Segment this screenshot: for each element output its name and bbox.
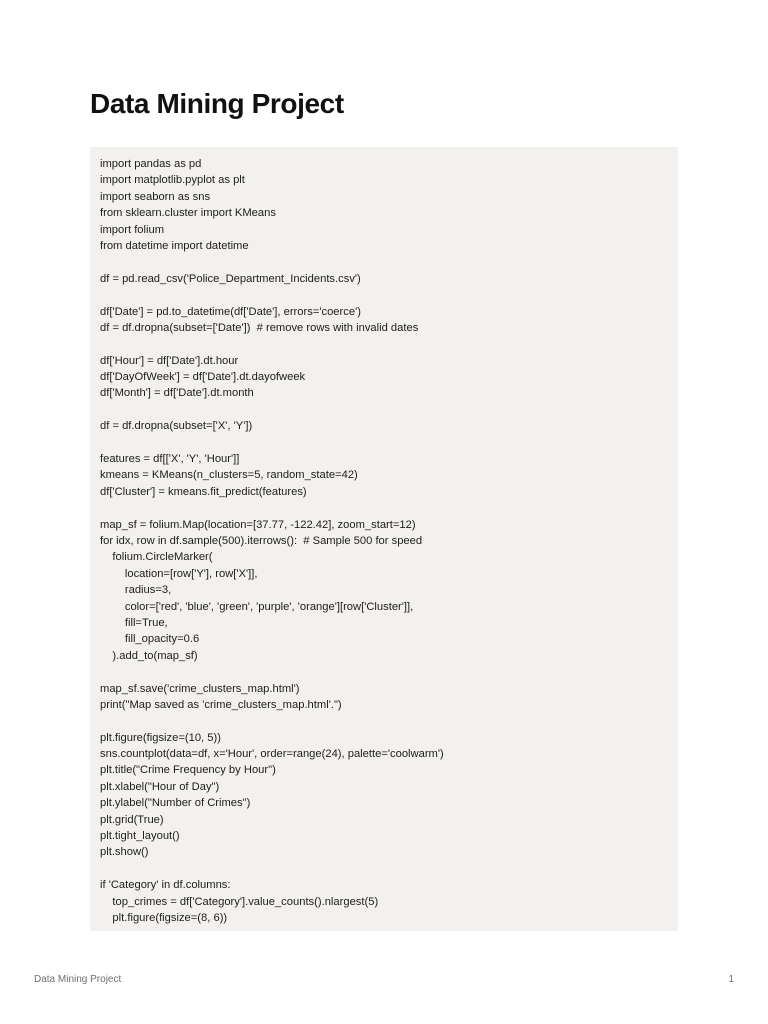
code-line: folium.CircleMarker( <box>100 551 213 564</box>
code-line: import matplotlib.pyplot as plt <box>100 174 245 187</box>
code-line <box>100 664 668 680</box>
code-line: plt.title("Crime Frequency by Hour") <box>100 764 276 777</box>
code-line: from datetime import datetime <box>100 239 249 252</box>
code-line: df = df.dropna(subset=['Date']) # remove rows with invalid dates <box>100 321 419 334</box>
code-line <box>100 287 668 303</box>
code-line: import seaborn as sns <box>100 190 211 203</box>
code-line <box>100 254 668 270</box>
code-line: df['Date'] = pd.to_datetime(df['Date'], errors='coerce') <box>100 305 361 318</box>
code-line: df['Month'] = df['Date'].dt.month <box>100 387 254 400</box>
code-line: df['Cluster'] = kmeans.fit_predict(features) <box>100 485 307 498</box>
code-line: import folium <box>100 223 165 236</box>
code-line: df['Hour'] = df['Date'].dt.hour <box>100 354 239 367</box>
code-line: plt.grid(True) <box>100 813 164 826</box>
code-line <box>100 500 668 516</box>
code-line: radius=3, <box>100 584 172 597</box>
code-line: plt.figure(figsize=(10, 5)) <box>100 731 221 744</box>
code-line: plt.ylabel("Number of Crimes") <box>100 797 251 810</box>
code-line: kmeans = KMeans(n_clusters=5, random_state=42) <box>100 469 358 482</box>
page-number: 1 <box>728 974 734 985</box>
code-line: from sklearn.cluster import KMeans <box>100 207 276 220</box>
code-line: if 'Category' in df.columns: <box>100 879 231 892</box>
code-line <box>100 402 668 418</box>
code-block <box>90 147 678 931</box>
code-line: plt.tight_layout() <box>100 830 180 843</box>
footer-document-title: Data Mining Project <box>34 974 122 985</box>
code-line: color=['red', 'blue', 'green', 'purple', 'orange'][row['Cluster']], <box>100 600 414 613</box>
code-line: map_sf = folium.Map(location=[37.77, -122.42], zoom_start=12) <box>100 518 416 531</box>
code-line <box>100 713 668 729</box>
page-title: Data Mining Project <box>90 88 344 119</box>
code-line: features = df[['X', 'Y', 'Hour']] <box>100 453 240 466</box>
code-line: location=[row['Y'], row['X']], <box>100 567 258 580</box>
code-line: print("Map saved as 'crime_clusters_map.html'.") <box>100 698 342 711</box>
code-line: df['DayOfWeek'] = df['Date'].dt.dayofweek <box>100 371 306 384</box>
code-line: plt.figure(figsize=(8, 6)) <box>100 911 228 924</box>
code-line: ).add_to(map_sf) <box>100 649 198 662</box>
code-line: plt.xlabel("Hour of Day") <box>100 780 220 793</box>
code-line: import pandas as pd <box>100 158 202 170</box>
code-line: top_crimes = df['Category'].value_counts().nlargest(5) <box>100 895 379 908</box>
code-line: map_sf.save('crime_clusters_map.html') <box>100 682 300 695</box>
code-line: fill=True, <box>100 616 168 629</box>
code-line: df = pd.read_csv('Police_Department_Incidents.csv') <box>100 272 361 285</box>
code-line <box>100 861 668 877</box>
code-line <box>100 435 668 451</box>
code-line: sns.countplot(data=df, x='Hour', order=range(24), palette='coolwarm') <box>100 748 444 761</box>
code-line <box>100 336 668 352</box>
code-line: df = df.dropna(subset=['X', 'Y']) <box>100 420 253 433</box>
code-line: fill_opacity=0.6 <box>100 633 200 646</box>
code-line: for idx, row in df.sample(500).iterrows(): # Sample 500 for speed <box>100 534 423 547</box>
code-line: plt.show() <box>100 846 149 859</box>
